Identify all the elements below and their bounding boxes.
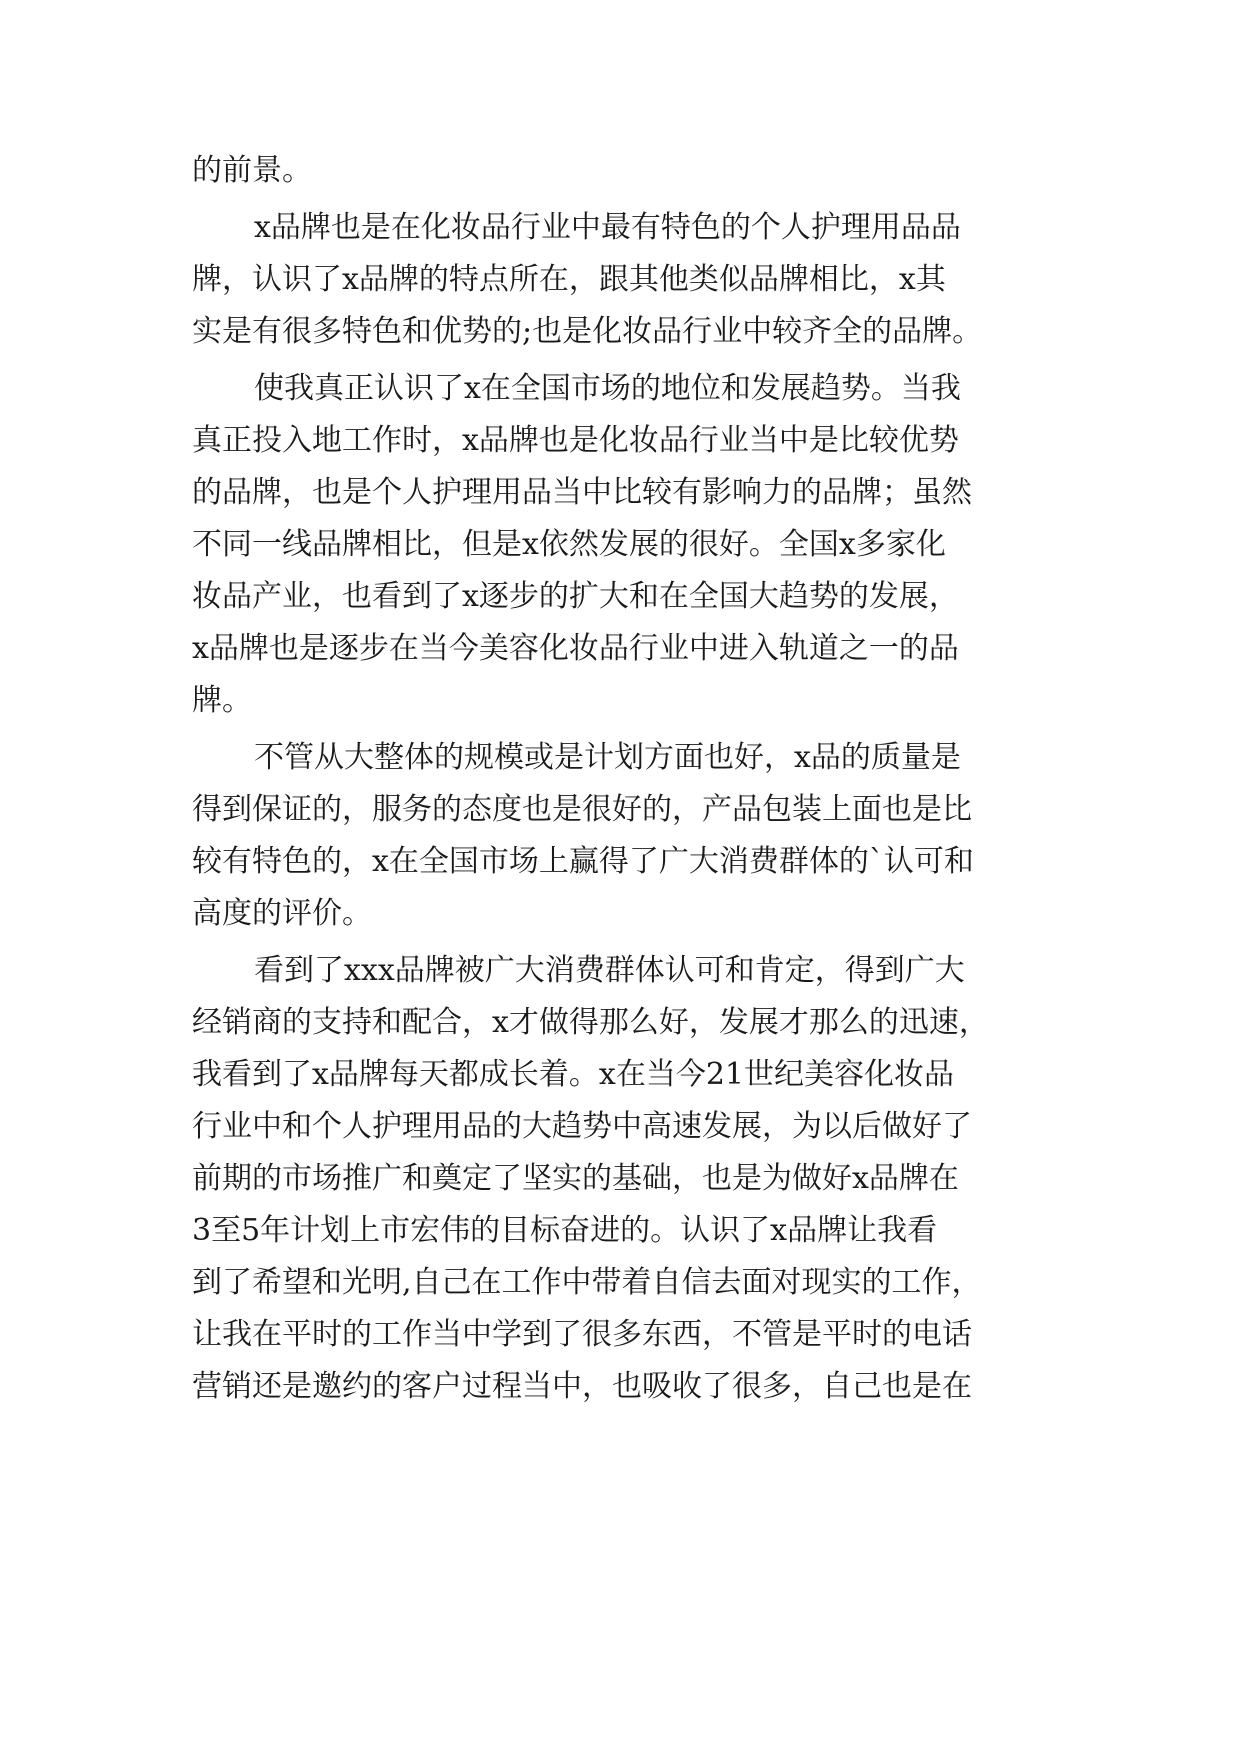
text-line: 牌。 (192, 683, 252, 718)
text-line: 的品牌，也是个人护理用品当中比较有影响力的品牌；虽然 (192, 475, 972, 510)
text-line: 得到保证的，服务的态度也是很好的，产品包装上面也是比 (192, 792, 972, 827)
paragraph-first-line: 使我真正认识了x在全国市场的地位和发展趋势。当我 (254, 371, 961, 406)
text-line: 营销还是邀约的客户过程当中，也吸收了很多，自己也是在 (192, 1369, 972, 1404)
text-line: 的前景。 (192, 153, 312, 188)
text-line: 3至5年计划上市宏伟的目标奋进的。认识了x品牌让我看 (192, 1213, 938, 1248)
text-line: x品牌也是逐步在当今美容化妆品行业中进入轨道之一的品 (192, 631, 959, 666)
paragraph-first-line: x品牌也是在化妆品行业中最有特色的个人护理用品品 (254, 210, 961, 245)
text-line: 前期的市场推广和奠定了坚实的基础，也是为做好x品牌在 (192, 1161, 959, 1196)
text-line: 牌，认识了x品牌的特点所在，跟其他类似品牌相比，x其 (192, 262, 946, 297)
text-line: 到了希望和光明,自己在工作中带着自信去面对现实的工作， (192, 1265, 982, 1300)
text-line: 经销商的支持和配合，x才做得那么好，发展才那么的迅速， (192, 1005, 989, 1040)
text-line: 让我在平时的工作当中学到了很多东西，不管是平时的电话 (192, 1317, 972, 1352)
text-line: 高度的评价。 (192, 896, 372, 931)
text-line: 我看到了x品牌每天都成长着。x在当今21世纪美容化妆品 (192, 1057, 955, 1092)
text-line: 不同一线品牌相比，但是x依然发展的很好。全国x多家化 (192, 527, 946, 562)
text-line: 行业中和个人护理用品的大趋势中高速发展，为以后做好了 (192, 1109, 972, 1144)
paragraph-first-line: 不管从大整体的规模或是计划方面也好，x品的质量是 (254, 740, 961, 775)
text-line: 真正投入地工作时，x品牌也是化妆品行业当中是比较优势 (192, 423, 959, 458)
paragraph-first-line: 看到了xxx品牌被广大消费群体认可和肯定，得到广大 (254, 953, 965, 988)
text-line: 较有特色的，x在全国市场上赢得了广大消费群体的`认可和 (192, 844, 974, 879)
text-line: 妆品产业，也看到了x逐步的扩大和在全国大趋势的发展， (192, 579, 959, 614)
text-line: 实是有很多特色和优势的;也是化妆品行业中较齐全的品牌。 (192, 314, 983, 349)
